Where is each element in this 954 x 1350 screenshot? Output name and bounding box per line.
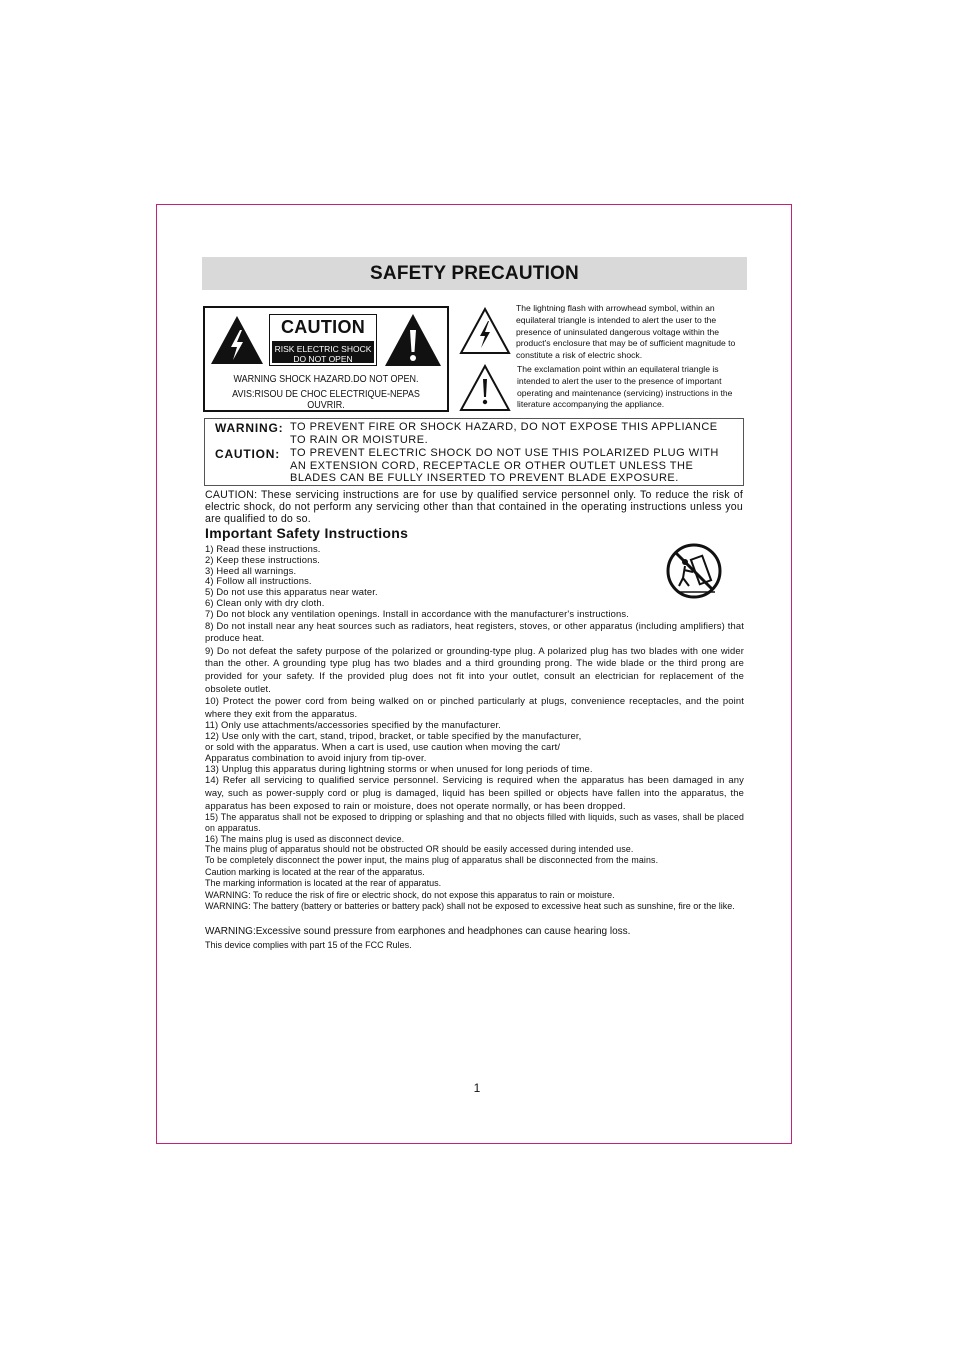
caution-heading: CAUTION <box>280 317 366 337</box>
list-item: 6) Clean only with dry cloth. <box>205 596 325 608</box>
caution-text: TO PREVENT ELECTRIC SHOCK DO NOT USE THIS POLARIZED PLUG WITH AN EXTENSION CORD, RECEPTACLE OR OTHER OUTLET UNLESS THE BLADES CAN BE FULLY INSERTED TO PREVENT BLADE EXPOSURE. <box>290 447 719 484</box>
note-item: WARNING: The battery (battery or batteries or battery pack) shall not be exposed to excessive heat such as sunshine, fire or the like. <box>205 901 735 912</box>
servicing-caution: CAUTION: These servicing instructions are for use by qualified service personnel only. To reduce the risk of electric shock, do not perform any servicing other than that contained in the operating instructions unless you are qualified to do so. <box>205 489 743 525</box>
sound-warning: WARNING:Excessive sound pressure from earphones and headphones can cause hearing loss. <box>205 926 631 937</box>
list-item: or sold with the apparatus. When a cart is used, use caution when moving the cart/ <box>205 740 561 752</box>
lightning-triangle-icon <box>209 314 265 366</box>
exclamation-triangle-icon <box>383 312 443 368</box>
list-item: 5) Do not use this apparatus near water. <box>205 586 378 598</box>
list-item: Apparatus combination to avoid injury from tip-over. <box>205 751 427 763</box>
list-item: 9) Do not defeat the safety purpose of the polarized or grounding-type plug. A polarized plug has two blades with one wider than the other. A grounding type plug has two blades and a third grounding prong. The wide blade or the third prong are provided for your safety. If the provided plug does not fit into your outlet, consult an electrician for replacement of the obsolete outlet. <box>205 644 744 694</box>
list-item: 10) Protect the power cord from being walked on or pinched particularly at plugs, convenience receptacles, and the point where they exit from the apparatus. <box>205 695 744 719</box>
list-item: 16) The mains plug is used as disconnect device. <box>205 833 405 844</box>
warning-key: WARNING: <box>215 421 284 435</box>
section-heading: Important Safety Instructions <box>205 525 409 541</box>
fcc-note: This device complies with part 15 of the FCC Rules. <box>205 940 412 950</box>
note-item: The marking information is located at the rear of apparatus. <box>205 878 442 889</box>
list-item: The mains plug of apparatus should not be obstructed OR should be easily accessed during intended use. <box>205 844 634 855</box>
instructions-list <box>205 544 744 866</box>
list-item: 3) Heed all warnings. <box>205 564 297 576</box>
list-item: 2) Keep these instructions. <box>205 553 321 565</box>
page-title: SAFETY PRECAUTION <box>370 262 579 284</box>
lightning-symbol-text: The lightning flash with arrowhead symbol, within an equilateral triangle is intended to alert the user to the presence of uninsulated dangerous voltage within the product's enclosure that may be of sufficient magnitude to constitute a risk of electric shock. <box>516 303 736 361</box>
shock-warning-fr: AVIS:RISOU DE CHOC ELECTRIQUE-NEPAS OUVRIR. <box>232 389 420 411</box>
list-item: 13) Unplug this apparatus during lightning storms or when unused for long periods of time. <box>205 762 593 774</box>
note-item: Caution marking is located at the rear of the apparatus. <box>205 867 425 877</box>
lightning-symbol-icon <box>459 307 511 355</box>
list-item: 12) Use only with the cart, stand, tripod, bracket, or table specified by the manufacturer, <box>205 730 582 742</box>
list-item: 14) Refer all servicing to qualified service personnel. Servicing is required when the apparatus has been damaged in any way, such as power-supply cord or plug is damaged, liquid has been spilled or objects have fallen into the apparatus, the apparatus has been exposed to rain or moisture, does not operate normally, or has been dropped. <box>205 774 744 811</box>
exclamation-symbol-icon <box>459 364 511 412</box>
list-item: 11) Only use attachments/accessories specified by the manufacturer. <box>205 719 501 731</box>
list-item: 1) Read these instructions. <box>205 543 321 554</box>
shock-warning-en: WARNING SHOCK HAZARD.DO NOT OPEN. <box>233 374 419 385</box>
page-number: 1 <box>473 1081 481 1095</box>
caution-line-1: RISK ELECTRIC SHOCK <box>274 344 372 354</box>
warning-text: TO PREVENT FIRE OR SHOCK HAZARD, DO NOT EXPOSE THIS APPLIANCE TO RAIN OR MOISTURE. <box>290 421 718 446</box>
exclamation-symbol-text: The exclamation point within an equilateral triangle is intended to alert the user to the presence of important operating and maintenance (servicing) instructions in the literature accompanying the appliance. <box>517 364 733 410</box>
warning-box <box>204 418 744 486</box>
list-item: To be completely disconnect the power input, the mains plug of apparatus shall be disconnected from the mains. <box>205 855 659 866</box>
note-item: WARNING: To reduce the risk of fire or electric shock, do not expose this apparatus to rain or moisture. <box>205 889 615 900</box>
list-item: 15) The apparatus shall not be exposed to dripping or splashing and that no objects filled with liquids, such as vases, shall be placed on apparatus. <box>205 812 744 833</box>
list-item: 7) Do not block any ventilation openings. Install in accordance with the manufacturer's instructions. <box>205 607 629 619</box>
caution-key: CAUTION: <box>215 447 281 461</box>
caution-label-banner <box>272 341 374 363</box>
notes-block <box>205 867 745 913</box>
caution-label-box <box>203 306 449 412</box>
list-item: 8) Do not install near any heat sources such as radiators, heat registers, stoves, or other apparatus (including amplifiers) that produce heat. <box>205 619 744 644</box>
title-bar <box>202 257 747 290</box>
caution-line-2: DO NOT OPEN <box>293 354 353 364</box>
caution-label <box>269 314 377 366</box>
list-item: 4) Follow all instructions. <box>205 575 312 587</box>
